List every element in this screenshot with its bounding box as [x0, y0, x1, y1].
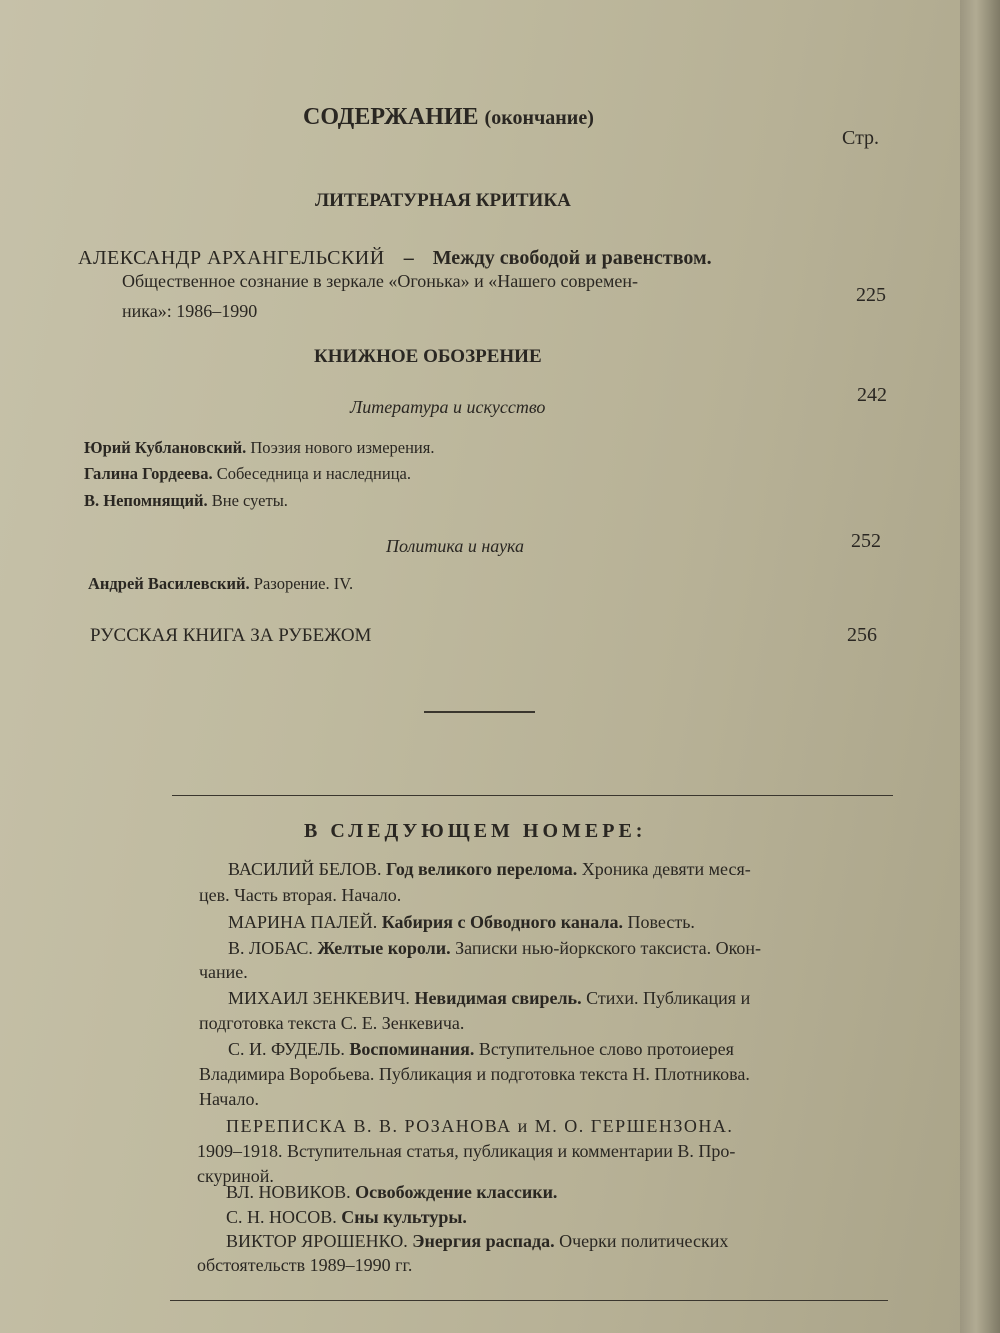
review-item-author: Юрий Кублановский. — [84, 438, 247, 457]
page-column-label: Стр. — [842, 127, 880, 149]
entry-author: МИХАИЛ ЗЕНКЕВИЧ. — [228, 988, 410, 1008]
review-item-author: Галина Гордеева. — [84, 464, 213, 483]
review-item-text: Вне суеты. — [211, 491, 288, 510]
entry-title: Год великого перелома. — [386, 859, 578, 879]
next-issue-entry — [226, 1183, 557, 1201]
entry-title: Сны культуры. — [341, 1207, 467, 1227]
subsection-page-politics: 252 — [851, 530, 881, 552]
next-issue-entry — [228, 913, 695, 931]
entry-text: Хроника девяти меся- — [581, 859, 751, 879]
review-item — [84, 466, 411, 483]
entry-author: ВАСИЛИЙ БЕЛОВ. — [228, 859, 382, 879]
contents-title-main: СОДЕРЖАНИЕ — [303, 104, 479, 130]
next-issue-entry — [228, 1040, 734, 1058]
entry-author: ПЕРЕПИСКА В. В. РОЗАНОВА и М. О. ГЕРШЕНЗОНА. — [226, 1116, 734, 1136]
entry-text: Повесть. — [627, 912, 695, 932]
next-issue-entry — [228, 939, 761, 957]
contents-title-suffix: (окончание) — [484, 107, 594, 129]
critique-author: АЛЕКСАНДР АРХАНГЕЛЬСКИЙ — [78, 247, 385, 269]
critique-desc-line1: Общественное сознание в зеркале «Огонька» и «Нашего современ- — [122, 271, 638, 291]
entry-text: 1909–1918. Вступительная статья, публикация и комментарии В. Про- — [197, 1141, 736, 1161]
next-issue-bottom-rule — [170, 1300, 888, 1301]
entry-title: Желтые короли. — [317, 938, 451, 958]
entry-author: С. Н. НОСОВ. — [226, 1207, 337, 1227]
next-issue-entry — [226, 1117, 733, 1135]
abroad-page: 256 — [847, 624, 877, 646]
next-issue-entry — [228, 989, 750, 1007]
review-item — [84, 440, 434, 457]
entry-text: чание. — [199, 962, 248, 982]
subsection-page-literature: 242 — [857, 384, 887, 406]
entry-title: Освобождение классики. — [355, 1182, 558, 1202]
critique-page: 225 — [856, 284, 886, 306]
review-item-text: Собеседница и наследница. — [216, 464, 411, 483]
entry-author: МАРИНА ПАЛЕЙ. — [228, 912, 378, 932]
review-item-text: Разорение. IV. — [253, 574, 354, 593]
review-item-text: Поэзия нового измерения. — [250, 438, 435, 457]
section-heading-abroad: РУССКАЯ КНИГА ЗА РУБЕЖОМ — [90, 625, 372, 646]
entry-text: Вступительное слово протоиерея — [478, 1039, 734, 1059]
next-issue-entry — [226, 1208, 467, 1226]
review-item — [88, 576, 353, 593]
entry-text: Стихи. Публикация и — [586, 988, 751, 1008]
section-heading-critique: ЛИТЕРАТУРНАЯ КРИТИКА — [315, 190, 571, 211]
entry-author: В. ЛОБАС. — [228, 938, 313, 958]
entry-author: ВИКТОР ЯРОШЕНКО. — [226, 1231, 408, 1251]
next-issue-heading: В СЛЕДУЮЩЕМ НОМЕРЕ: — [304, 820, 647, 842]
contents-end-rule — [424, 711, 535, 713]
book-spine — [960, 0, 1000, 1333]
entry-text: обстоятельств 1989–1990 гг. — [197, 1255, 413, 1275]
entry-title: Кабирия с Обводного канала. — [381, 912, 624, 932]
entry-text: Начало. — [199, 1089, 259, 1109]
entry-author: ВЛ. НОВИКОВ. — [226, 1182, 351, 1202]
subsection-title-politics: Политика и наука — [386, 536, 525, 556]
entry-text: Очерки политических — [559, 1231, 729, 1251]
section-heading-review: КНИЖНОЕ ОБОЗРЕНИЕ — [314, 346, 542, 367]
critique-title: Между свободой и равенством. — [432, 247, 712, 269]
entry-title: Воспоминания. — [349, 1039, 475, 1059]
entry-title: Невидимая свирель. — [414, 988, 582, 1008]
entry-title: Энергия распада. — [412, 1231, 555, 1251]
critique-entry — [78, 248, 712, 268]
critique-desc-line2: ника»: 1986–1990 — [122, 301, 258, 321]
entry-author: С. И. ФУДЕЛЬ. — [228, 1039, 345, 1059]
entry-text: Записки нью-йоркского таксиста. Окон- — [455, 938, 762, 958]
review-item — [84, 493, 288, 510]
next-issue-entry — [226, 1232, 728, 1250]
next-issue-entry — [228, 860, 751, 878]
entry-text: цев. Часть вторая. Начало. — [199, 885, 402, 905]
next-issue-top-rule — [172, 795, 893, 796]
entry-text: Владимира Воробьева. Публикация и подготовка текста Н. Плотникова. — [199, 1064, 750, 1084]
contents-title — [303, 105, 594, 129]
review-item-author: Андрей Василевский. — [88, 574, 250, 593]
review-item-author: В. Непомнящий. — [84, 491, 208, 510]
entry-text: скуриной. — [197, 1166, 274, 1186]
critique-dash: – — [403, 247, 414, 269]
subsection-title-literature: Литература и искусство — [350, 397, 546, 417]
entry-text: подготовка текста С. Е. Зенкевича. — [199, 1013, 465, 1033]
